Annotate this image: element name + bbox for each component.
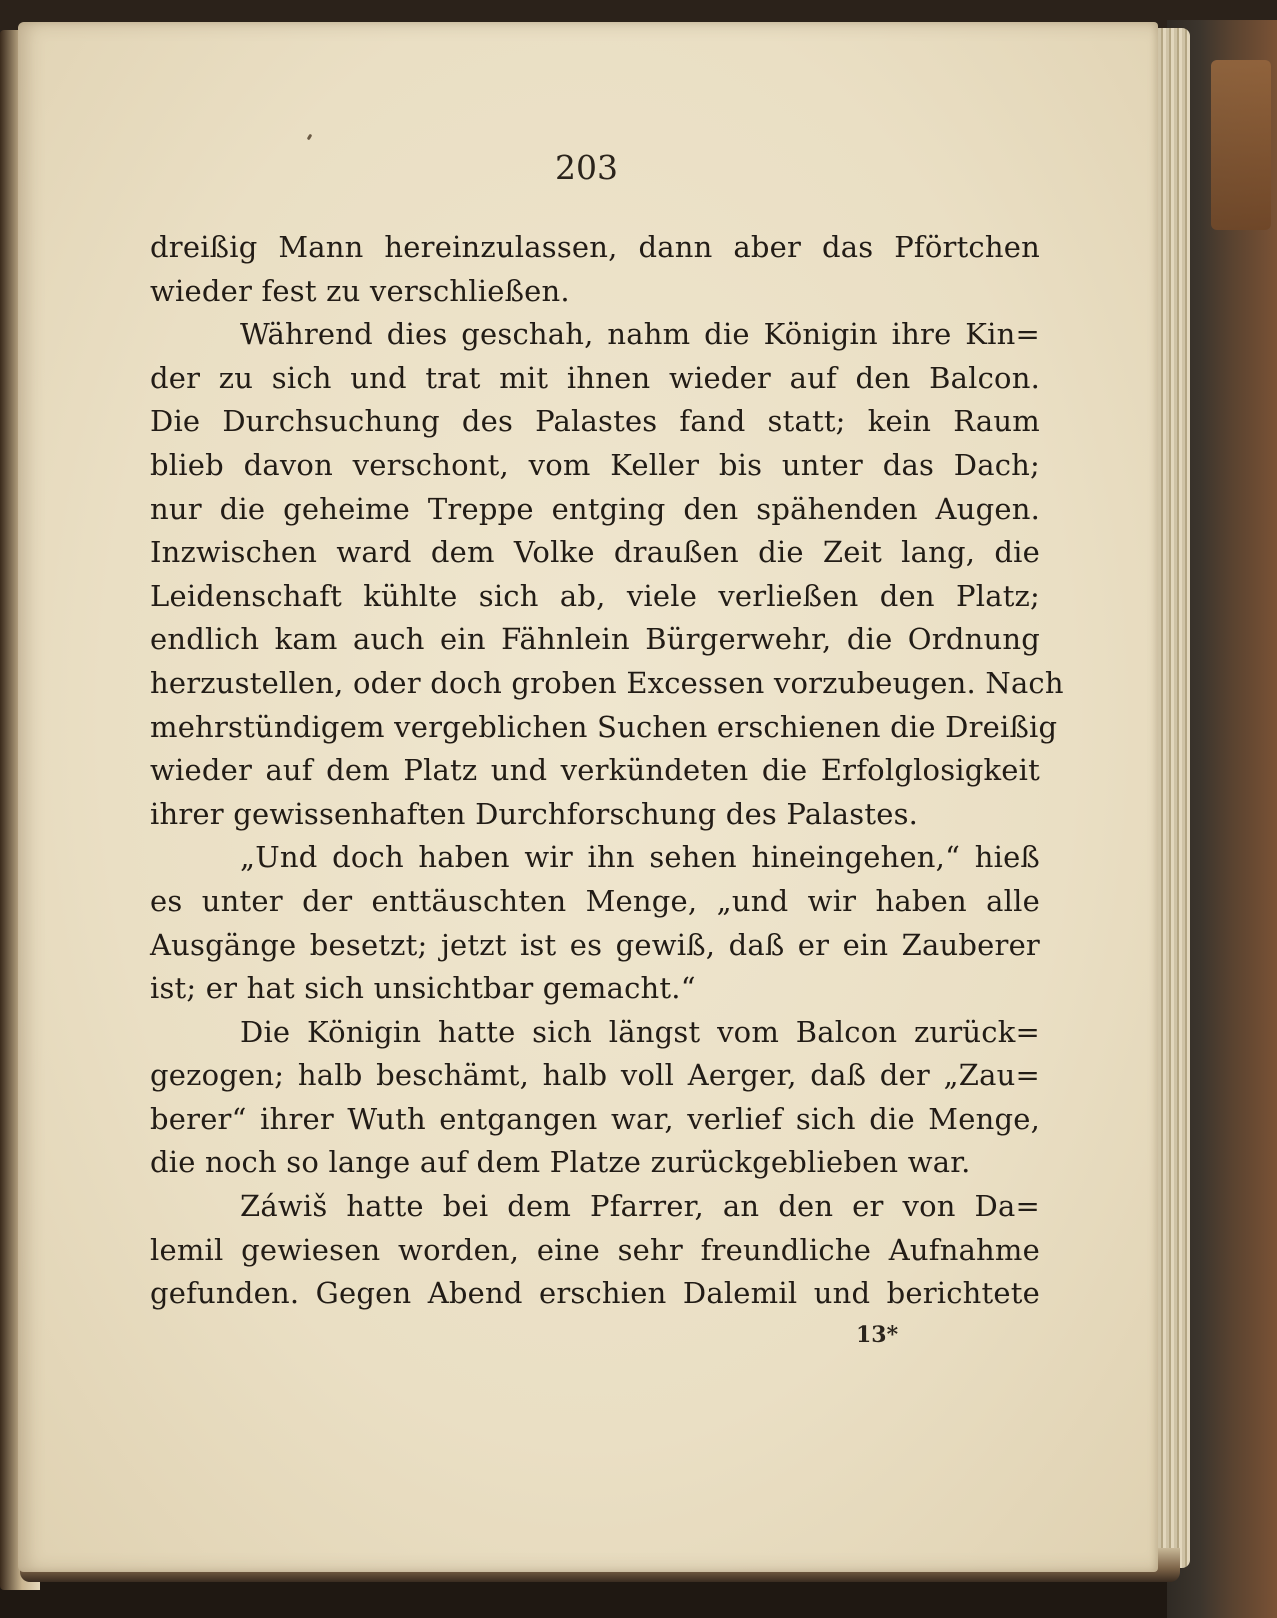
printer-signature: 13* bbox=[856, 1322, 899, 1348]
text-line: herzustellen, oder doch groben Excessen vorzubeugen. Nach bbox=[150, 665, 1064, 700]
text-line: ist; er hat sich unsichtbar gemacht.“ bbox=[150, 971, 696, 1006]
body-text bbox=[150, 226, 1064, 1316]
text-line: „Und doch haben wir ihn sehen hineingehen,“ hieß bbox=[240, 840, 1040, 875]
text-line: die noch so lange auf dem Platze zurückgeblieben war. bbox=[150, 1145, 971, 1180]
text-line: dreißig Mann hereinzulassen, dann aber das Pförtchen bbox=[150, 230, 1040, 264]
text-line: endlich kam auch ein Fähnlein Bürgerwehr, die Ordnung bbox=[150, 622, 1040, 657]
text-line: gezogen; halb beschämt, halb voll Aerger, daß der „Zau= bbox=[150, 1058, 1040, 1093]
text-line: Während dies geschah, nahm die Königin ihre Kin= bbox=[240, 317, 1040, 352]
text-line: Leidenschaft kühlte sich ab, viele verließen den Platz; bbox=[150, 578, 1040, 613]
text-line: berer“ ihrer Wuth entgangen war, verlief sich die Menge, bbox=[150, 1101, 1040, 1136]
text-line: es unter der enttäuschten Menge, „und wir haben alle bbox=[150, 883, 1040, 918]
text-line: nur die geheime Treppe entging den spähenden Augen. bbox=[150, 491, 1040, 526]
text-line: ihrer gewissenhaften Durchforschung des Palastes. bbox=[150, 796, 919, 831]
text-line: Die Durchsuchung des Palastes fand statt; kein Raum bbox=[150, 404, 1040, 439]
text-line: Ausgänge besetzt; jetzt ist es gewiß, daß er ein Zauberer bbox=[150, 927, 1040, 962]
text-line: wieder auf dem Platz und verkündeten die Erfolglosigkeit bbox=[150, 753, 1040, 788]
text-line: lemil gewiesen worden, eine sehr freundliche Aufnahme bbox=[150, 1232, 1040, 1267]
page-number: 203 bbox=[555, 148, 618, 187]
text-line: mehrstündigem vergeblichen Suchen erschienen die Dreißig bbox=[150, 709, 1058, 744]
text-line: der zu sich und trat mit ihnen wieder auf den Balcon. bbox=[150, 360, 1040, 395]
text-line: Záwiš hatte bei dem Pfarrer, an den er von Da= bbox=[240, 1189, 1040, 1224]
text-line: Inzwischen ward dem Volke draußen die Zeit lang, die bbox=[150, 535, 1040, 570]
text-line: Die Königin hatte sich längst vom Balcon zurück= bbox=[240, 1014, 1040, 1049]
text-line: gefunden. Gegen Abend erschien Dalemil und berichtete bbox=[150, 1276, 1040, 1311]
text-line: blieb davon verschont, vom Keller bis unter das Dach; bbox=[150, 447, 1040, 482]
text-line: wieder fest zu verschließen. bbox=[150, 273, 570, 308]
